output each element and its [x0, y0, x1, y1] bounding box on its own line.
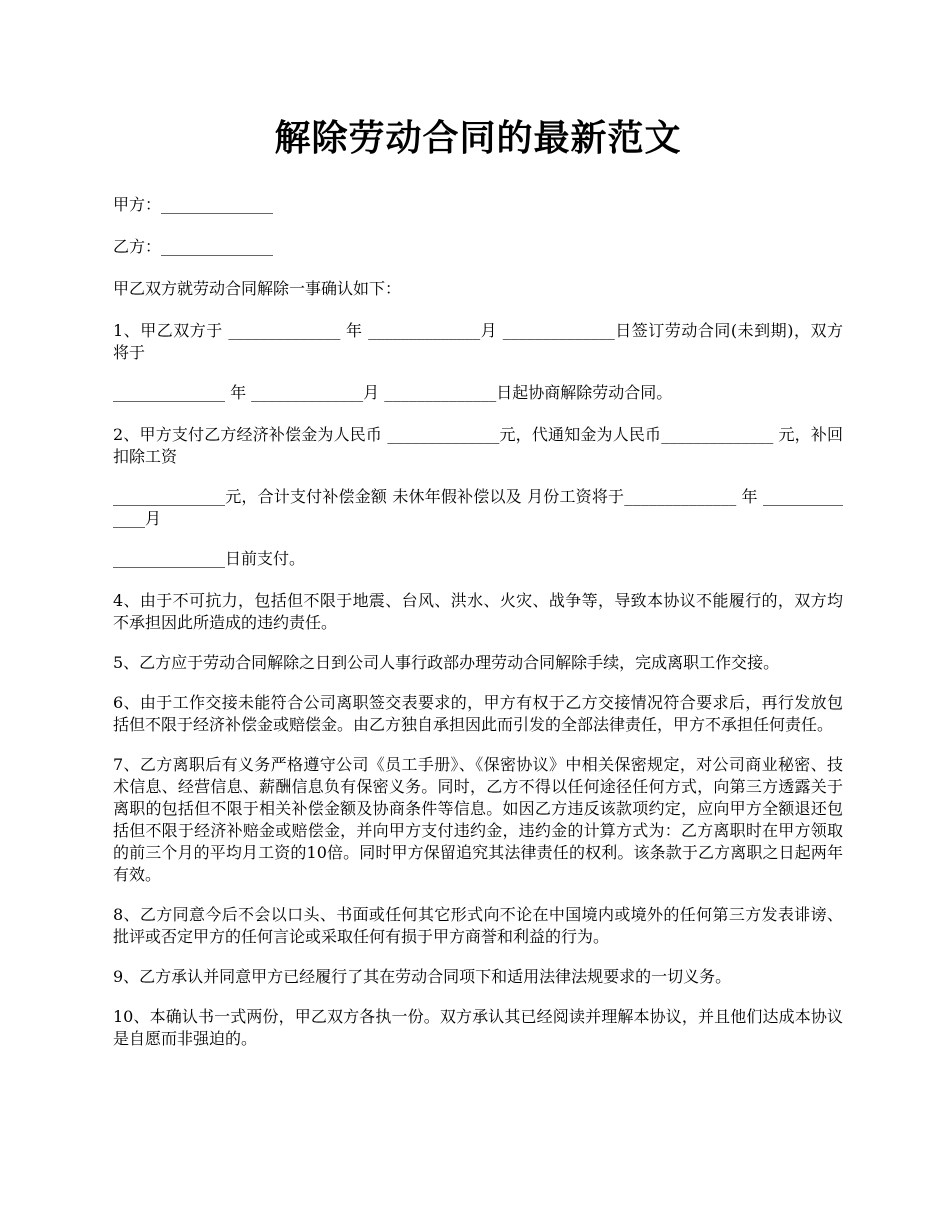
clause-2-continuation: ______________元，合计支付补偿金额 未休年假补偿以及 月份工资将于______________ 年 ______________月: [113, 487, 843, 528]
clause-1-continuation: ______________ 年 ______________月 ______________日起协商解除劳动合同。: [113, 383, 673, 402]
party-a-line: 甲方：______________: [113, 195, 274, 214]
intro-paragraph: 甲乙双方就劳动合同解除一事确认如下：: [113, 279, 402, 298]
document-page: [113, 110, 843, 1068]
document-title: 解除劳动合同的最新范文: [274, 117, 682, 159]
clause-8-paragraph: 8、乙方同意今后不会以口头、书面或任何其它形式向不论在中国境内或境外的任何第三方发表诽谤、批评或否定甲方的任何言论或采取任何有损于甲方商誉和利益的行为。: [113, 905, 843, 946]
clause-10-paragraph: 10、本确认书一式两份，甲乙双方各执一份。双方承认其已经阅读并理解本协议，并且他们达成本协议是自愿而非强迫的。: [113, 1007, 843, 1048]
clause-9-paragraph: 9、乙方承认并同意甲方已经履行了其在劳动合同项下和适用法律法规要求的一切义务。: [113, 967, 732, 986]
clause-5-paragraph: 5、乙方应于劳动合同解除之日到公司人事行政部办理劳动合同解除手续，完成离职工作交接。: [113, 653, 780, 672]
clause-1-paragraph: 1、甲乙双方于 ______________ 年 ______________月 ______________日签订劳动合同(未到期)，双方将于: [113, 321, 843, 362]
clause-7-paragraph: 7、乙方离职后有义务严格遵守公司《员工手册》、《保密协议》中相关保密规定，对公司商业秘密、技术信息、经营信息、薪酬信息负有保密义务。同时，乙方不得以任何途径任何方式，向第三方透露关于离职的包括但不限于相关补偿金额及协商条件等信息。如因乙方违反该款项约定，应向甲方全额退还包括但不限于经济补赔金或赔偿金，并向甲方支付违约金，违约金的计算方式为：乙方离职时在甲方领取的前三个月的平均月工资的10倍。同时甲方保留追究其法律责任的权利。该条款于乙方离职之日起两年有效。: [113, 755, 843, 884]
clause-6-paragraph: 6、由于工作交接未能符合公司离职签交表要求的，甲方有权于乙方交接情况符合要求后，再行发放包括但不限于经济补偿金或赔偿金。由乙方独自承担因此而引发的全部法律责任，甲方不承担任何责任。: [113, 693, 843, 734]
clause-2-paragraph: 2、甲方支付乙方经济补偿金为人民币 ______________元，代通知金为人民币______________ 元，补回扣除工资: [113, 425, 843, 466]
party-b-line: 乙方：______________: [113, 237, 274, 256]
clause-4-paragraph: 4、由于不可抗力，包括但不限于地震、台风、洪水、火灾、战争等，导致本协议不能履行的，双方均不承担因此所造成的违约责任。: [113, 591, 843, 632]
clause-2-payment-date: ______________日前支付。: [113, 549, 306, 568]
